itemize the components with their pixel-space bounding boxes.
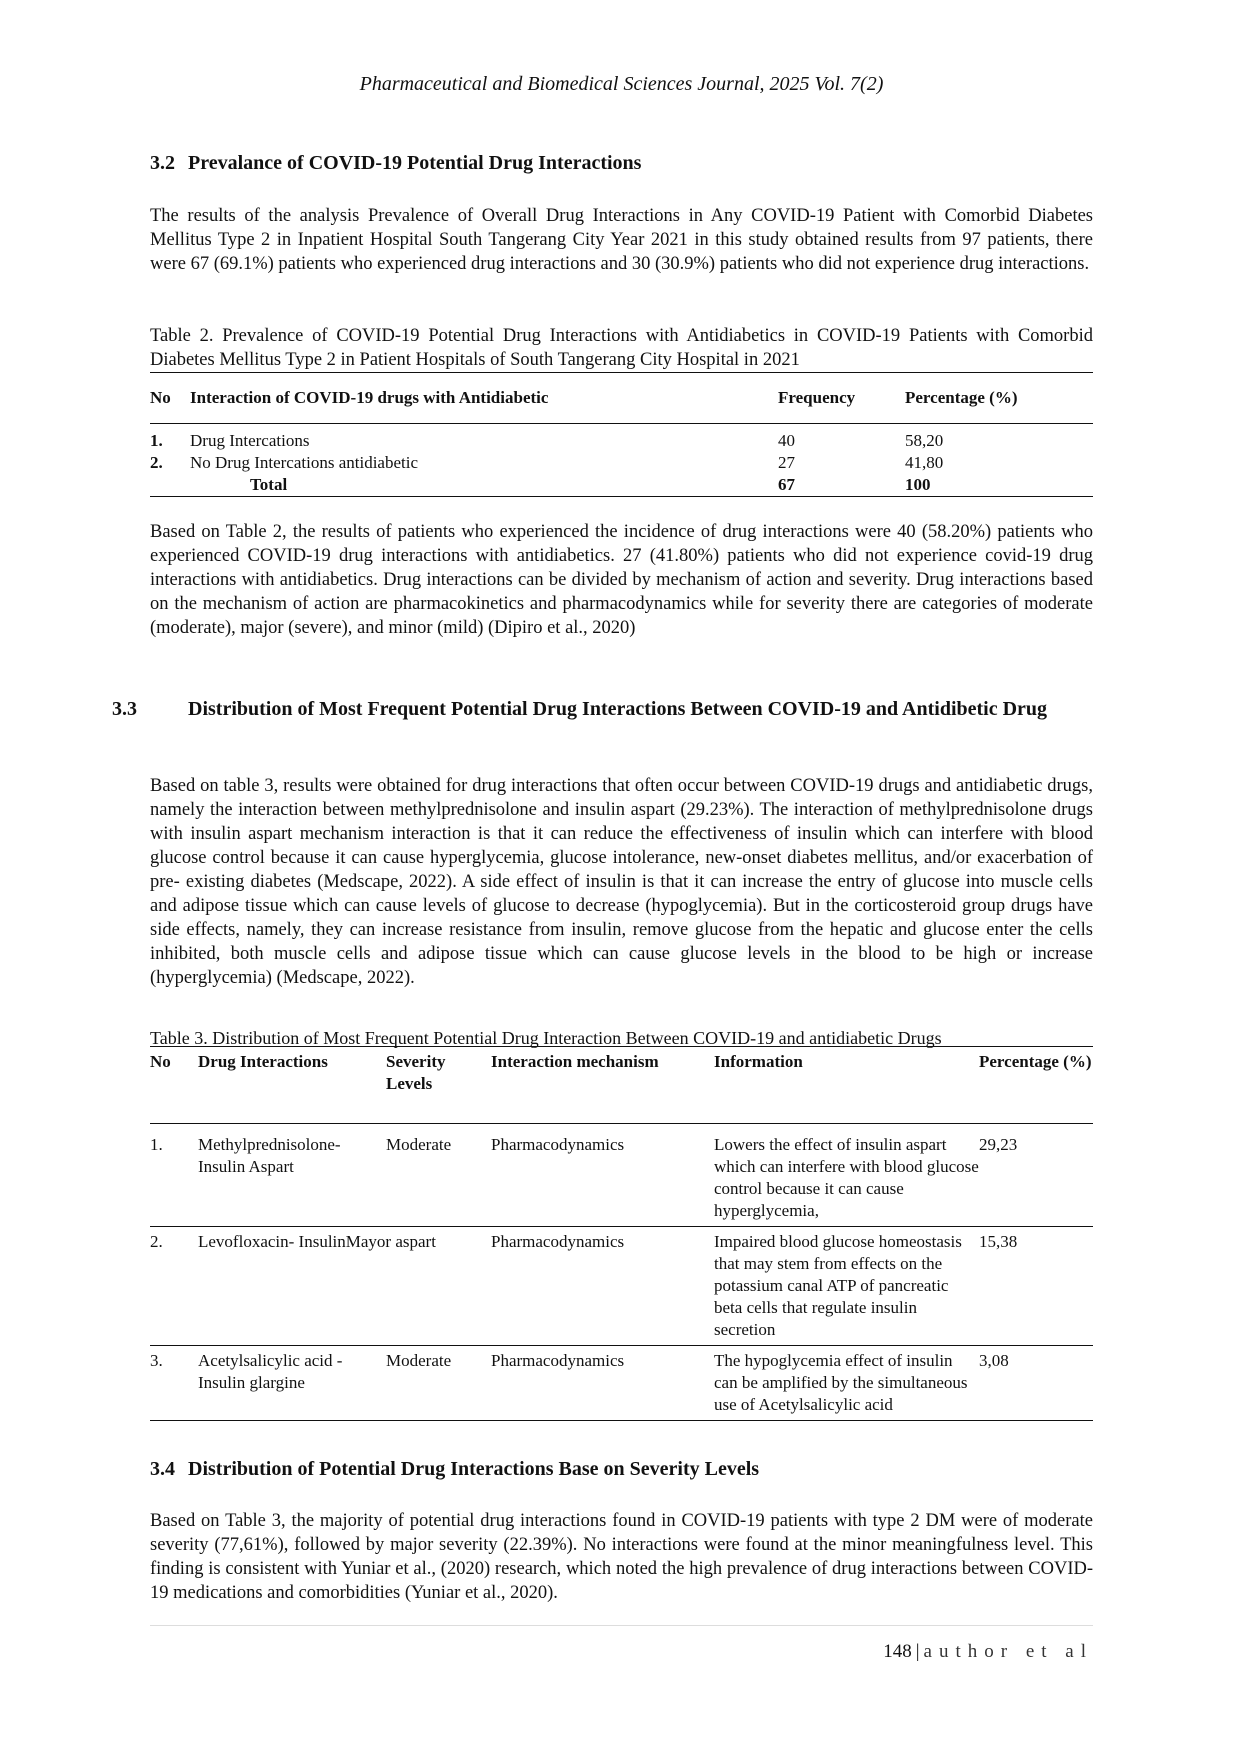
percentage-cell: 3,08: [979, 1351, 1009, 1370]
table-row: [150, 1346, 1093, 1421]
paragraph-3-4: Based on Table 3, the majority of potential drug interactions found in COVID-19 patients with type 2 DM were of moderate severity (77,61%), followed by major severity (22.39%). No interactions were found at the minor meaningfulness level. This finding is consistent with Yuniar et al., (2020) research, which noted the high prevalence of drug interactions between COVID-19 medications and comorbidities (Yuniar et al., 2020).: [150, 1511, 1093, 1603]
information-cell: Lowers the effect of insulin aspart which can interfere with blood glucose control because it can cause hyperglycemia,: [714, 1135, 979, 1220]
section-title: Distribution of Most Frequent Potential Drug Interactions Between COVID-19 and Antidibetic Drug: [188, 698, 1048, 720]
section-title: Distribution of Potential Drug Interactions Base on Severity Levels: [188, 1458, 760, 1480]
drug-cell: Methylprednisolone-Insulin Aspart: [198, 1135, 341, 1176]
row-number: 2.: [150, 1232, 163, 1251]
section-number: 3.2: [150, 152, 175, 174]
column-header: No: [150, 1052, 171, 1071]
table-row: [150, 1227, 1093, 1346]
percentage-cell: 41,80: [905, 453, 944, 472]
column-header: Severity Levels: [386, 1052, 446, 1093]
table-total-row: [150, 474, 1093, 497]
column-header: Percentage (%): [979, 1052, 1092, 1071]
table-3: [150, 1046, 1093, 1421]
footer-separator: |: [915, 1641, 920, 1662]
page-number: 148: [883, 1641, 912, 1662]
interaction-cell: No Drug Intercations antidiabetic: [190, 453, 419, 472]
page-footer: [883, 1640, 1093, 1664]
paragraph-3-2: The results of the analysis Prevalence of Overall Drug Interactions in Any COVID-19 Patient with Comorbid Diabetes Mellitus Type 2 in Inpatient Hospital South Tangerang City Year 2021 in this study obtained results from 97 patients, there were 67 (69.1%) patients who experienced drug interactions and 30 (30.9%) patients who did not experience drug interactions.: [150, 206, 1093, 274]
section-title: Prevalance of COVID-19 Potential Drug Interactions: [188, 152, 642, 174]
total-percentage: 100: [905, 474, 1093, 497]
section-number: 3.4: [150, 1458, 175, 1480]
section-heading-3-4: [150, 1456, 1093, 1482]
percentage-cell: 15,38: [979, 1232, 1018, 1251]
column-header: Interaction mechanism: [491, 1052, 659, 1071]
total-frequency: 67: [778, 474, 905, 497]
drug-cell: Acetylsalicylic acid -Insulin glargine: [198, 1351, 343, 1392]
footer-divider: [150, 1625, 1093, 1626]
table-2-caption: Table 2. Prevalence of COVID-19 Potential Drug Interactions with Antidiabetics in COVID-19 Patients with Comorbid Diabetes Mellitus Type 2 in Patient Hospitals of South Tangerang City Hospital in 2021: [150, 326, 1093, 370]
mechanism-cell: Pharmacodynamics: [491, 1351, 625, 1370]
frequency-cell: 27: [778, 453, 795, 472]
mechanism-cell: Pharmacodynamics: [491, 1135, 625, 1154]
table-2: [150, 372, 1093, 497]
table-row: [150, 452, 1093, 474]
mechanism-cell: Pharmacodynamics: [491, 1232, 625, 1251]
footer-author: author et al: [923, 1641, 1093, 1662]
percentage-cell: 58,20: [905, 431, 944, 450]
interaction-cell: Drug Intercations: [190, 431, 310, 450]
row-number: 1.: [150, 1135, 163, 1154]
journal-header: Pharmaceutical and Biomedical Sciences Journal, 2025 Vol. 7(2): [359, 73, 884, 95]
paragraph-3-3: Based on table 3, results were obtained for drug interactions that often occur between COVID-19 drugs and antidiabetic drugs, namely the interaction between methylprednisolone and insulin aspart (29.23%). The interaction of methylprednisolone drugs with insulin aspart mechanism interaction is that it can reduce the effectiveness of insulin which can interfere with blood glucose control because it can cause hyperglycemia, glucose intolerance, new-onset diabetes mellitus, and/or exacerbation of pre- existing diabetes (Medscape, 2022). A side effect of insulin is that it can increase the entry of glucose into muscle cells and adipose tissue which can cause levels of glucose to decrease (hypoglycemia). But in the corticosteroid group drugs have side effects, namely, they can increase resistance from insulin, remove glucose from the hepatic and glucose enter the cells inhibited, both muscle cells and adipose tissue which can cause glucose levels in the blood to be high or increase (hyperglycemia) (Medscape, 2022).: [150, 776, 1093, 988]
row-number: 3.: [150, 1351, 163, 1370]
column-header: Percentage (%): [905, 388, 1018, 407]
severity-cell: Moderate: [386, 1351, 452, 1370]
column-header: Drug Interactions: [198, 1052, 328, 1071]
table-row: [150, 424, 1093, 453]
information-cell: The hypoglycemia effect of insulin can be amplified by the simultaneous use of Acetylsalicylic acid: [714, 1351, 968, 1414]
section-heading-3-3: [112, 696, 1131, 722]
row-number: 2.: [150, 453, 163, 472]
table-3-caption: Table 3. Distribution of Most Frequent Potential Drug Interaction Between COVID-19 and antidiabetic Drugs: [150, 1028, 942, 1048]
frequency-cell: 40: [778, 431, 795, 450]
column-header: No: [150, 388, 171, 407]
column-header: Interaction of COVID-19 drugs with Antidiabetic: [190, 388, 549, 407]
table-header-row: [150, 1047, 1093, 1124]
column-header: Information: [714, 1052, 803, 1071]
section-number: 3.3: [112, 698, 137, 720]
table-row: [150, 1124, 1093, 1227]
paragraph-after-table-2: Based on Table 2, the results of patients who experienced the incidence of drug interactions were 40 (58.20%) patients who experienced COVID-19 drug interactions with antidiabetics. 27 (41.80%) patients who did not experience covid-19 drug interactions with antidiabetics. Drug interactions can be divided by mechanism of action and severity. Drug interactions based on the mechanism of action are pharmacokinetics and pharmacodynamics while for severity there are categories of moderate (moderate), major (severe), and minor (mild) (Dipiro et al., 2020): [150, 522, 1093, 638]
total-label: Total: [190, 474, 778, 497]
drug-cell: Levofloxacin- InsulinMayor aspart: [198, 1232, 436, 1251]
severity-cell: Moderate: [386, 1135, 452, 1154]
information-cell: Impaired blood glucose homeostasis that may stem from effects on the potassium canal ATP of pancreatic beta cells that regulate insulin secretion: [714, 1232, 962, 1339]
percentage-cell: 29,23: [979, 1135, 1018, 1154]
row-number: 1.: [150, 431, 163, 450]
column-header: Frequency: [778, 388, 856, 407]
section-heading-3-2: [150, 150, 1093, 176]
table-header-row: [150, 373, 1093, 424]
